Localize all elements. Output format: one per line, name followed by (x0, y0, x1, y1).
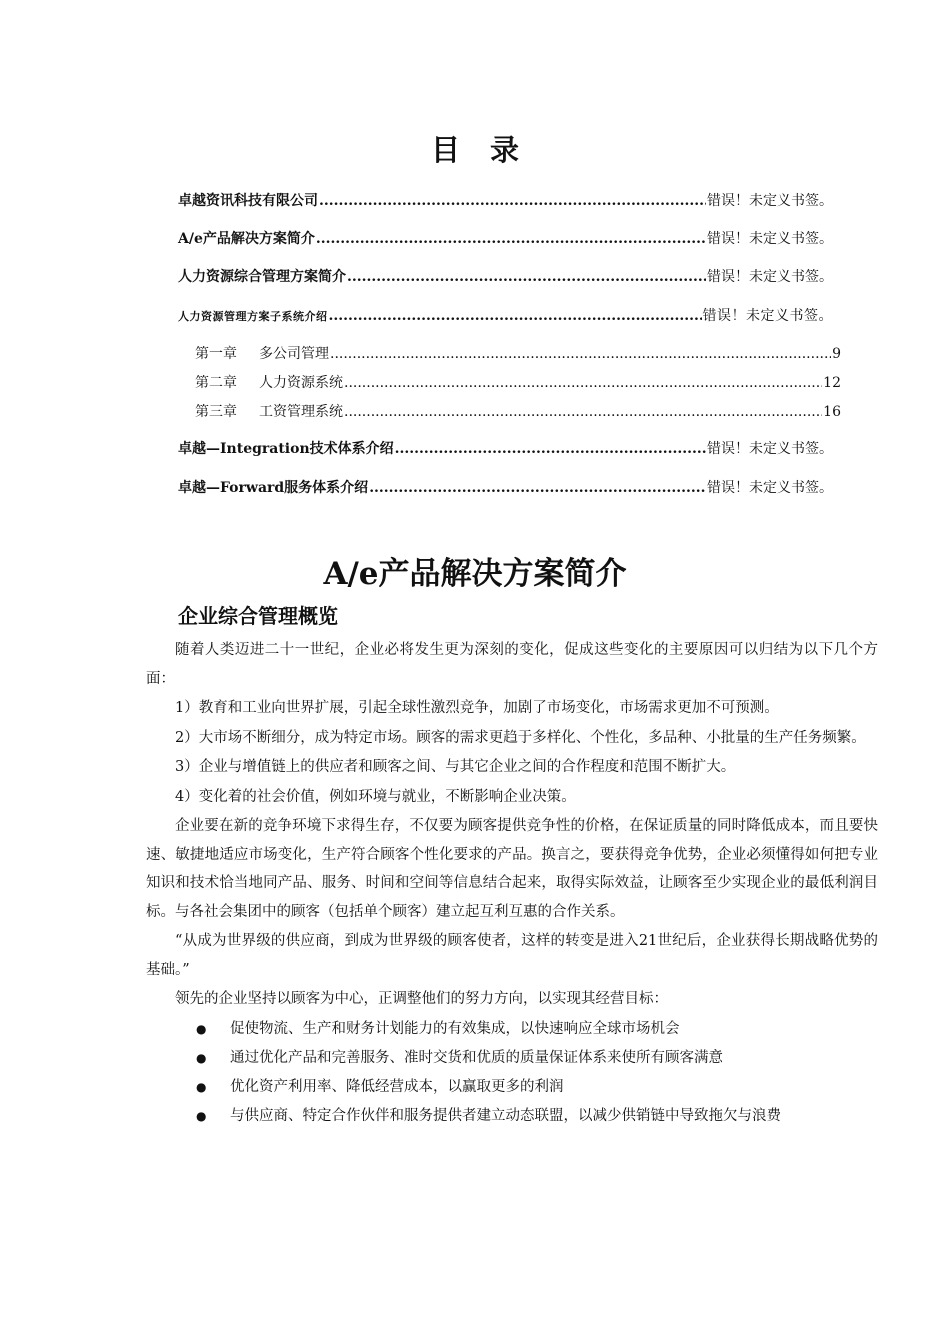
toc-entry-label: 人力资源综合管理方案简介 (178, 269, 346, 285)
toc-chapter-label: 多公司管理 (259, 346, 329, 362)
toc-entry-page: 错误！未定义书签。 (702, 308, 833, 324)
paragraph: “从成为世界级的供应商，到成为世界级的顾客使者，这样的转变是进入21世纪后，企业获得长期战略优势的基础。” (146, 933, 878, 978)
paragraph: 1）教育和工业向世界扩展，引起全球性激烈竞争，加剧了市场变化，市场需求更加不可预测。 (175, 700, 779, 716)
toc-leader (316, 231, 706, 247)
toc-chapter-label: 人力资源系统 (259, 375, 343, 391)
toc-entry-label: 卓越—Integration技术体系介绍 (178, 441, 394, 457)
toc-leader (344, 404, 822, 420)
toc-entry-page: 错误！未定义书签。 (707, 480, 833, 496)
toc-chapter-entry[interactable] (195, 401, 841, 421)
toc-entry-page: 错误！未定义书签。 (707, 441, 833, 457)
toc-leader (329, 308, 702, 324)
toc-entry-label: A/e产品解决方案简介 (178, 231, 315, 247)
body-text (146, 636, 878, 1131)
section-subtitle: 企业综合管理概览 (178, 604, 338, 628)
toc-chapter-entry[interactable] (195, 372, 841, 392)
toc-title (0, 128, 950, 169)
list-item-text: 通过优化产品和完善服务、准时交货和优质的质量保证体系来使所有顾客满意 (230, 1049, 723, 1066)
toc-entry-page: 错误！未定义书签。 (707, 193, 833, 209)
toc-entry-label: 人力资源管理方案子系统介绍 (178, 310, 328, 323)
section-title: A/e产品解决方案简介 (323, 556, 627, 592)
bullet-list (146, 1015, 878, 1131)
toc-leader (347, 269, 706, 285)
toc-leader (369, 480, 706, 496)
toc-entry-page: 错误！未定义书签。 (707, 231, 833, 247)
toc-leader (319, 193, 706, 209)
toc-leader (330, 346, 831, 362)
toc-chapter-number: 第一章 (195, 346, 237, 362)
toc-leader (344, 375, 822, 391)
bullet-icon: ● (196, 1050, 207, 1065)
toc-entry[interactable] (178, 438, 833, 458)
paragraph: 领先的企业坚持以顾客为中心，正调整他们的努力方向，以实现其经营目标： (175, 991, 668, 1007)
toc-chapter-page: 9 (832, 346, 841, 362)
list-item (146, 1015, 878, 1044)
list-item-text: 与供应商、特定合作伙伴和服务提供者建立动态联盟，以减少供销链中导致拖欠与浪费 (230, 1107, 781, 1124)
toc-chapter-page: 16 (823, 404, 841, 420)
toc-entry-label: 卓越—Forward服务体系介绍 (178, 480, 369, 496)
toc-leader (395, 441, 706, 457)
list-item (146, 1073, 878, 1102)
toc-entry[interactable] (178, 228, 833, 248)
toc-entry[interactable] (178, 305, 833, 325)
paragraph: 随着人类迈进二十一世纪，企业必将发生更为深刻的变化，促成这些变化的主要原因可以归结为以下几个方面： (146, 642, 878, 687)
toc-chapter-entry[interactable] (195, 343, 841, 363)
toc-entry-page: 错误！未定义书签。 (707, 269, 833, 285)
list-item-text: 优化资产利用率、降低经营成本，以赢取更多的利润 (230, 1078, 564, 1095)
toc-chapter-number: 第二章 (195, 375, 237, 391)
bullet-icon: ● (196, 1079, 207, 1094)
paragraph: 企业要在新的竞争环境下求得生存，不仅要为顾客提供竞争性的价格，在保证质量的同时降低成本，而且要快速、敏捷地适应市场变化，生产符合顾客个性化要求的产品。换言之，要获得竞争优势，企业必须懂得如何把专业知识和技术恰当地同产品、服务、时间和空间等信息结合起来，取得实际效益，让顾客至少实现企业的最低利润目标。与各社会集团中的顾客（包括单个顾客）建立起互利互惠的合作关系。 (146, 818, 878, 920)
toc-chapter-number: 第三章 (195, 404, 237, 420)
paragraph: 2）大市场不断细分，成为特定市场。顾客的需求更趋于多样化、个性化，多品种、小批量的生产任务频繁。 (175, 729, 866, 746)
paragraph: 3）企业与增值链上的供应者和顾客之间、与其它企业之间的合作程度和范围不断扩大。 (175, 759, 736, 775)
paragraph: 4）变化着的社会价值，例如环境与就业，不断影响企业决策。 (175, 788, 576, 805)
toc-title-char: 录 (490, 133, 520, 167)
list-item (146, 1044, 878, 1073)
toc-chapter-page: 12 (823, 375, 841, 391)
toc-chapter-label: 工资管理系统 (259, 404, 343, 420)
bullet-icon: ● (196, 1108, 207, 1123)
toc-entry[interactable] (178, 266, 833, 286)
toc-title-char: 目 (430, 133, 460, 167)
toc-entry-label: 卓越资讯科技有限公司 (178, 193, 318, 209)
list-item (146, 1102, 878, 1131)
toc-entry[interactable] (178, 477, 833, 497)
toc-entry[interactable] (178, 190, 833, 210)
bullet-icon: ● (196, 1021, 207, 1036)
list-item-text: 促使物流、生产和财务计划能力的有效集成，以快速响应全球市场机会 (230, 1020, 680, 1037)
